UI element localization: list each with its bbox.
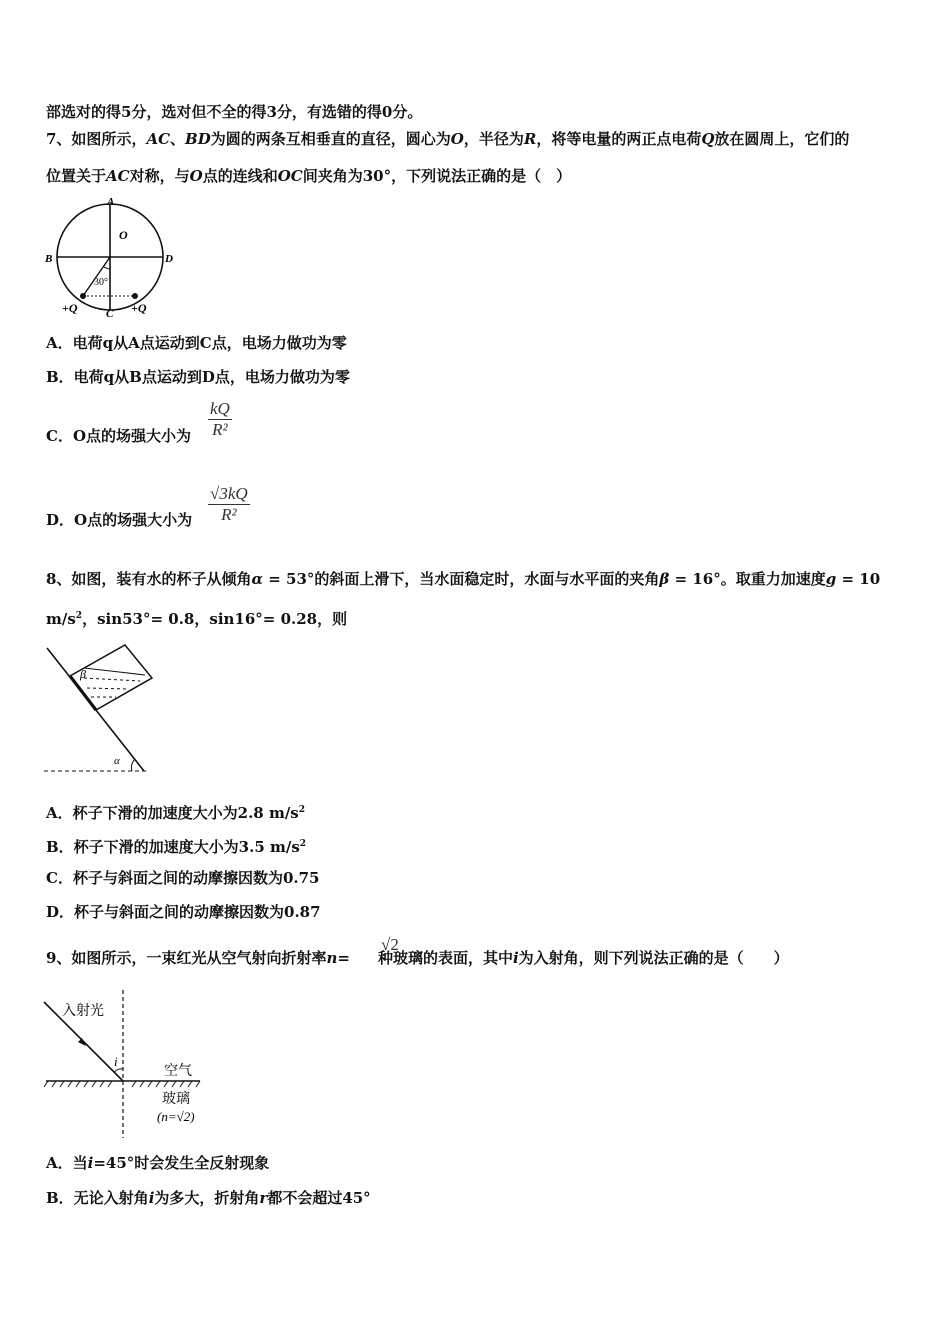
q8-option-a: A．杯子下滑的加速度大小为2.8 $m/s^2$ bbox=[46, 804, 306, 822]
water-dash-1 bbox=[84, 678, 140, 681]
sqrt2-symbol: √2 bbox=[381, 935, 399, 954]
q7-option-d: D．O点的场强大小为 bbox=[46, 511, 193, 529]
q7-stem-line1: 7、如图所示，AC、BD为圆的两条互相垂直的直径，圆心为O，半径为R，将等电量的两正点电荷Q放在圆周上，它们的 bbox=[46, 130, 850, 148]
charge-left bbox=[80, 293, 86, 299]
label-a: A bbox=[107, 196, 115, 208]
q9-refraction-figure bbox=[44, 990, 214, 1140]
water-dash-2 bbox=[87, 688, 128, 689]
label-alpha: α bbox=[114, 755, 120, 767]
q7-option-b: B．电荷q从B点运动到D点，电场力做功为零 bbox=[46, 368, 350, 386]
label-c: C bbox=[106, 308, 114, 320]
intro-text: 部选对的得5分，选对但不全的得3分，有选错的得0分。 bbox=[46, 103, 423, 121]
angle-i-arc bbox=[114, 1069, 123, 1072]
label-b: B bbox=[45, 253, 53, 265]
formula-c bbox=[208, 399, 232, 440]
charge-right bbox=[132, 293, 138, 299]
label-incident: 入射光 bbox=[62, 1004, 104, 1019]
label-q2: +Q bbox=[131, 301, 147, 315]
formula-d bbox=[208, 484, 250, 525]
label-i: i bbox=[114, 1054, 118, 1069]
label-glass: 玻璃 bbox=[162, 1092, 190, 1107]
label-beta: β bbox=[80, 667, 86, 681]
water-surface bbox=[84, 668, 145, 675]
angle-arc bbox=[104, 267, 110, 269]
q7-option-a: A．电荷q从A点运动到C点，电场力做功为零 bbox=[46, 334, 347, 352]
formula-d-numerator: √3kQ bbox=[210, 484, 248, 503]
label-q1: +Q bbox=[62, 301, 78, 315]
q8-stem-line2: $m/s^2$，sin53°= 0.8，sin16°= 0.28，则 bbox=[46, 610, 348, 628]
label-angle: 30° bbox=[94, 277, 108, 288]
q7-stem-line2: 位置关于AC对称，与O点的连线和OC间夹角为30°，下列说法正确的是（ ） bbox=[46, 167, 572, 185]
formula-c-denominator: R² bbox=[212, 420, 228, 439]
q8-incline-figure bbox=[44, 646, 164, 776]
label-n: (n=√2) bbox=[157, 1109, 195, 1124]
q8-stem-line1: 8、如图，装有水的杯子从倾角α = 53°的斜面上滑下，当水面稳定时，水面与水平面的夹角β = 16°。取重力加速度g = 10 bbox=[46, 570, 881, 588]
q9-option-a: A．当i=45°时会发生全反射现象 bbox=[46, 1154, 270, 1172]
q9-option-b: B．无论入射角i为多大，折射角r都不会超过45° bbox=[46, 1189, 371, 1207]
formula-c-numerator: kQ bbox=[210, 399, 230, 418]
alpha-arc bbox=[131, 759, 135, 771]
label-air: 空气 bbox=[164, 1064, 192, 1079]
q8-option-d: D．杯子与斜面之间的动摩擦因数为0.87 bbox=[46, 903, 321, 921]
label-o: O bbox=[119, 228, 128, 242]
formula-d-denominator: R² bbox=[221, 505, 237, 524]
q7-option-c: C．O点的场强大小为 bbox=[46, 427, 192, 445]
interface-hatch bbox=[44, 1081, 200, 1087]
q9-stem: 9、如图所示，一束红光从空气射向折射率n= 种玻璃的表面，其中i为入射角，则下列说法正确的是（ ） bbox=[46, 949, 789, 967]
q7-circle-figure bbox=[40, 195, 190, 325]
q8-option-c: C．杯子与斜面之间的动摩擦因数为0.75 bbox=[46, 869, 320, 887]
label-d: D bbox=[165, 253, 173, 265]
q8-option-b: B．杯子下滑的加速度大小为3.5 $m/s^2$ bbox=[46, 838, 307, 856]
